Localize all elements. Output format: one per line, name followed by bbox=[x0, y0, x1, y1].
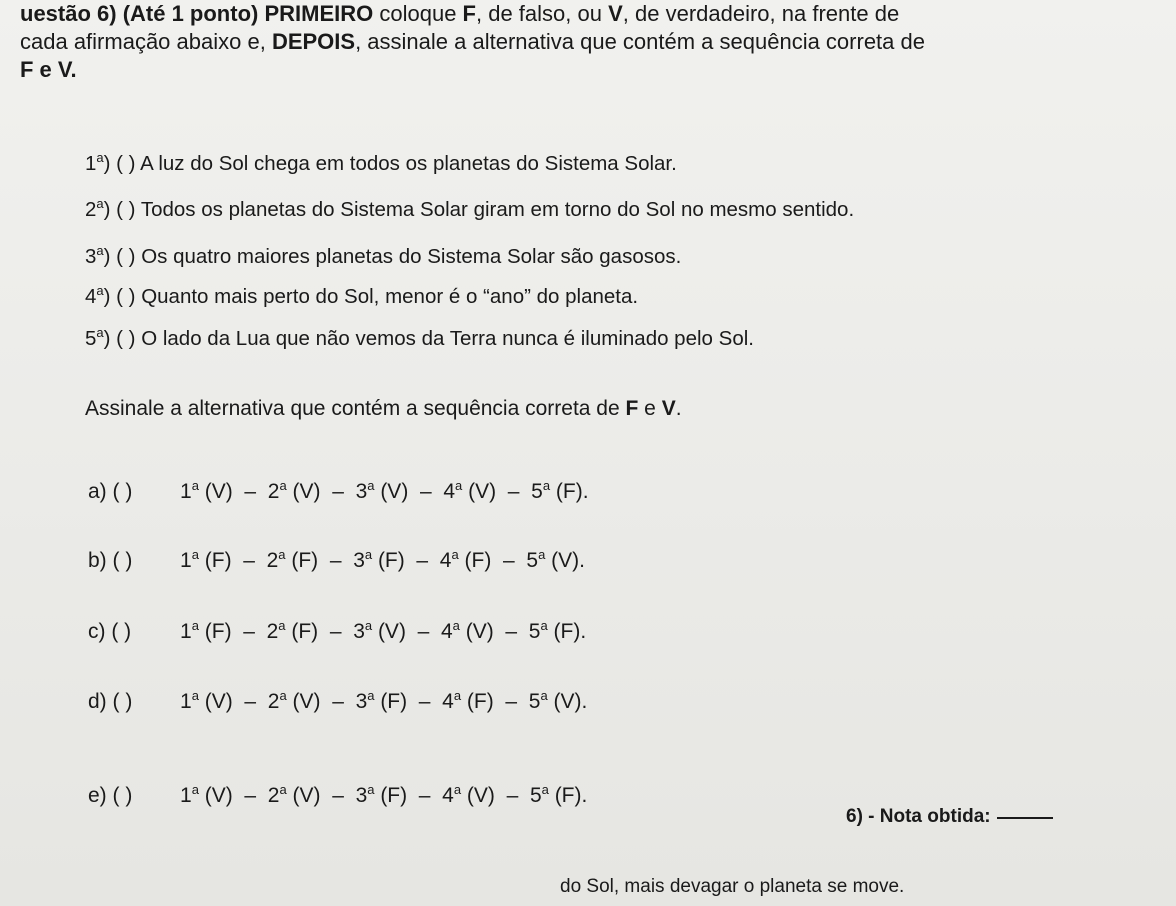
header-end: , de verdadeiro, na frente de bbox=[622, 1, 900, 26]
header-primeiro: PRIMEIRO bbox=[264, 1, 374, 26]
option-sequence: 1$^a$ (V) – 2$^a$ (V) – 3$^a$ (F) – 4$^a$ (F) – 5$^a$ (V). bbox=[180, 688, 588, 713]
header-rest: , de falso, ou bbox=[476, 1, 609, 26]
header-v: V bbox=[608, 1, 623, 26]
statement-ordinal: a bbox=[96, 283, 104, 298]
option-d[interactable] bbox=[88, 688, 587, 714]
header-depois: DEPOIS bbox=[271, 29, 356, 54]
option-sequence: 1$^a$ (F) – 2$^a$ (F) – 3$^a$ (V) – 4$^a$ (V) – 5$^a$ (F). bbox=[180, 618, 587, 643]
header-start: uestão 6) (Até 1 ponto) bbox=[20, 1, 265, 26]
option-sequence: 1$^a$ (V) – 2$^a$ (V) – 3$^a$ (V) – 4$^a$ (V) – 5$^a$ (F). bbox=[180, 478, 589, 503]
option-sequence: 1$^a$ (V) – 2$^a$ (V) – 3$^a$ (F) – 4$^a$ (V) – 5$^a$ (F). bbox=[180, 782, 588, 807]
option-letter: d) ( ) bbox=[88, 690, 133, 713]
option-a[interactable] bbox=[88, 478, 589, 504]
statement-ordinal: a bbox=[96, 196, 104, 211]
instruction-f: F bbox=[625, 397, 639, 420]
statement-3 bbox=[85, 243, 681, 269]
option-sequence: 1$^a$ (F) – 2$^a$ (F) – 3$^a$ (F) – 4$^a$ (F) – 5$^a$ (V). bbox=[180, 547, 585, 572]
option-e[interactable] bbox=[88, 782, 587, 808]
statement-4 bbox=[85, 283, 638, 309]
statement-text: ) ( ) A luz do Sol chega em todos os planetas do Sistema Solar. bbox=[103, 151, 677, 175]
option-letter: b) ( ) bbox=[88, 549, 133, 572]
instruction-v: V bbox=[661, 397, 676, 420]
header-mid: coloque bbox=[373, 1, 463, 26]
statement-ordinal: a bbox=[96, 243, 104, 258]
header-line-2 bbox=[20, 28, 1160, 56]
option-letter: a) ( ) bbox=[88, 480, 133, 503]
header-line-3: F e V. bbox=[20, 57, 77, 82]
option-c[interactable] bbox=[88, 618, 586, 644]
instruction-e: e bbox=[638, 397, 662, 420]
instruction-dot: . bbox=[675, 397, 682, 420]
option-b[interactable] bbox=[88, 547, 585, 573]
instruction-line bbox=[85, 397, 682, 421]
footer-partial-text: do Sol, mais devagar o planeta se move. bbox=[560, 876, 905, 897]
header-line2-start: cada afirmação abaixo e, bbox=[20, 29, 272, 54]
statement-ordinal: a bbox=[96, 150, 104, 165]
statement-5 bbox=[85, 325, 754, 351]
option-letter: c) ( ) bbox=[88, 620, 132, 643]
instruction-text: Assinale a alternativa que contém a sequência correta de bbox=[85, 397, 626, 420]
statement-text: ) ( ) Os quatro maiores planetas do Sistema Solar são gasosos. bbox=[103, 244, 682, 268]
option-letter: e) ( ) bbox=[88, 784, 133, 807]
grade-label: 6) - Nota obtida: bbox=[846, 806, 991, 827]
statement-number: 5 bbox=[85, 326, 97, 350]
statement-number: 2 bbox=[85, 197, 97, 221]
statement-text: ) ( ) Todos os planetas do Sistema Solar giram em torno do Sol no mesmo sentido. bbox=[103, 197, 855, 221]
header-line2-end: , assinale a alternativa que contém a sequência correta de bbox=[355, 29, 925, 54]
statement-number: 4 bbox=[85, 284, 97, 308]
statement-number: 3 bbox=[85, 244, 97, 268]
statement-1 bbox=[85, 150, 677, 176]
statement-text: ) ( ) O lado da Lua que não vemos da Terra nunca é iluminado pelo Sol. bbox=[103, 326, 754, 350]
grade-blank-line[interactable] bbox=[997, 817, 1053, 819]
header-f: F bbox=[462, 1, 476, 26]
statement-text: ) ( ) Quanto mais perto do Sol, menor é o “ano” do planeta. bbox=[103, 284, 639, 308]
statement-number: 1 bbox=[85, 151, 97, 175]
header-line-1 bbox=[20, 0, 1160, 28]
question-header bbox=[20, 0, 1160, 84]
statement-2 bbox=[85, 196, 854, 222]
grade-field bbox=[846, 806, 1053, 828]
statement-ordinal: a bbox=[96, 325, 104, 340]
